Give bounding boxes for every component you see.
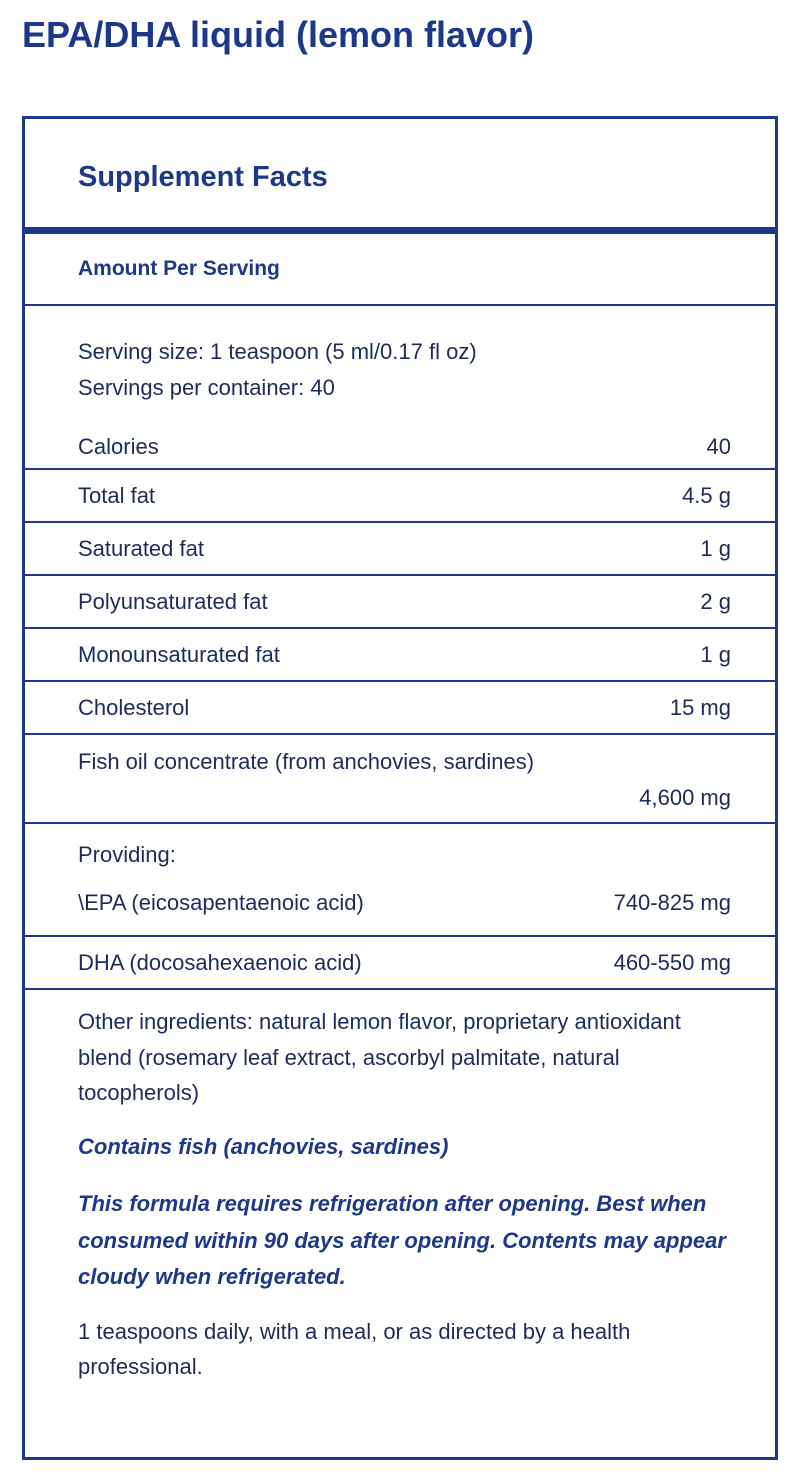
epa-label: \EPA (eicosapentaenoic acid) (78, 890, 364, 915)
dha-value: 460-550 mg (613, 949, 731, 975)
nutrient-value: 4.5 g (682, 482, 731, 508)
providing-label: Providing: (78, 842, 176, 867)
directions: 1 teaspoons daily, with a meal, or as directed by a health professional. (78, 1318, 631, 1379)
serving-info (25, 306, 775, 470)
nutrient-label: Monounsaturated fat (78, 641, 280, 667)
allergen-statement: Contains fish (anchovies, sardines) (78, 1133, 449, 1159)
fish-oil-row (25, 735, 775, 824)
product-title: EPA/DHA liquid (lemon flavor) (22, 14, 535, 55)
nutrient-row (25, 470, 775, 523)
servings-per-container: Servings per container: 40 (78, 375, 335, 400)
storage-instructions: This formula requires refrigeration after opening. Best when consumed within 90 days after opening. Contents may appear cloudy when refrigerated. (78, 1191, 726, 1289)
calories-value: 40 (706, 434, 731, 459)
calories-label: Calories (78, 434, 159, 459)
nutrient-label: Cholesterol (78, 694, 190, 720)
calories-row (78, 429, 731, 465)
amount-per-serving (25, 234, 775, 306)
fish-oil-label: Fish oil concentrate (from anchovies, sardines) (78, 749, 535, 774)
nutrient-label: Saturated fat (78, 535, 204, 561)
nutrient-value: 15 mg (669, 694, 731, 720)
panel-heading: Supplement Facts (78, 160, 328, 193)
providing-row (25, 824, 775, 937)
nutrient-value: 2 g (700, 588, 731, 614)
dha-row (25, 937, 775, 990)
other-ingredients: Other ingredients: natural lemon flavor, proprietary antioxidant blend (rosemary leaf extract, ascorbyl palmitate, natural tocopherols) (78, 1009, 681, 1105)
nutrient-row (25, 682, 775, 735)
nutrient-label: Total fat (78, 482, 156, 508)
nutrient-row (25, 629, 775, 682)
panel-notes (25, 990, 775, 1385)
nutrient-value: 1 g (700, 641, 731, 667)
nutrient-label: Polyunsaturated fat (78, 588, 268, 614)
nutrient-row (25, 523, 775, 576)
amount-per-serving-label: Amount Per Serving (78, 257, 280, 280)
nutrient-value: 1 g (700, 535, 731, 561)
nutrient-row (25, 576, 775, 629)
panel-header (25, 119, 775, 234)
fish-oil-value: 4,600 mg (639, 785, 731, 810)
epa-row (78, 890, 731, 916)
dha-label: DHA (docosahexaenoic acid) (78, 949, 362, 975)
epa-value: 740-825 mg (613, 890, 731, 915)
serving-size: Serving size: 1 teaspoon (5 ml/0.17 fl oz) (78, 339, 477, 364)
supplement-facts-panel (22, 116, 778, 1460)
